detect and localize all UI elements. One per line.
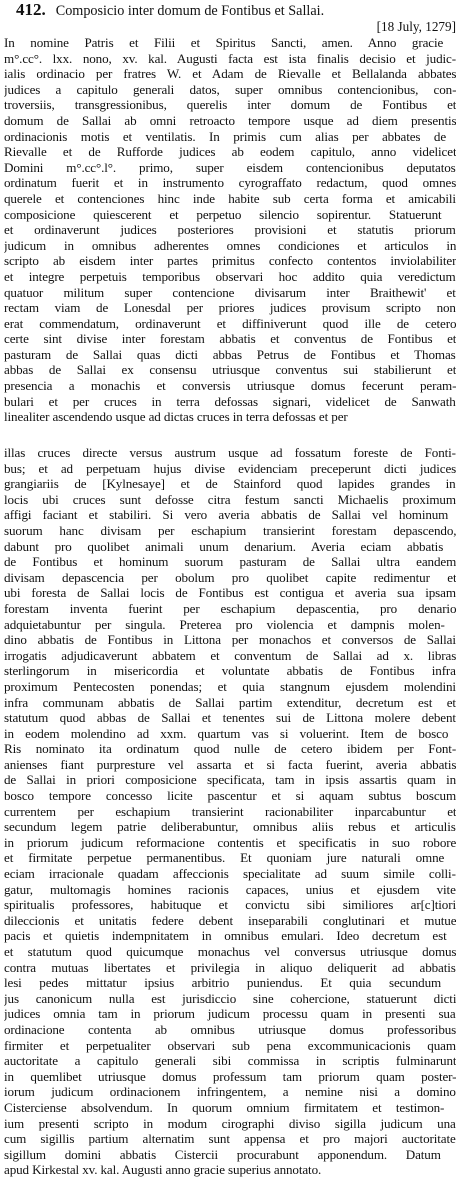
text-line: de Fontibus et hominum suorum pasturam de Sallai ultra eandem: [4, 554, 456, 570]
text-line: currentem per eschapium transierint racionabiliter inparcabuntur et: [4, 803, 456, 819]
text-line: sigillum domini abbatis Cistercii procurabunt apponendum. Datum: [4, 1146, 441, 1162]
text-line: abbas de Sallai ex consensu utriusque conventus sui stabilierunt et: [4, 362, 456, 378]
text-line: cum sigillis partium alternatim sunt appensa et pro majori auctoritate: [4, 1131, 456, 1147]
text-line: gatur, multomagis homines racionis capaces, unius et ejusdem vite: [4, 881, 456, 897]
text-line: ordinatum fuerit et in instrumento cyrograffato redactum, quod omnes: [4, 175, 456, 191]
text-line: certe sint divise inter forestam abbatis et conventus de Fontibus et: [4, 331, 456, 347]
text-line: dabunt pro quolibet animali unum denarium. Averia eciam abbatis: [4, 538, 444, 554]
text-line: firmiter et perpetualiter observari sub pena excommunicacionis quam: [4, 1037, 456, 1053]
text-line: et statutum quod quicumque monachus vel conversus utriusque domus: [4, 944, 456, 959]
text-line: troversiis, transgressionibus, querelis inter domum de Fontibus et: [4, 97, 456, 113]
text-line: infra communam abbatis de Sallai partim extenditur, decretum est et: [4, 694, 456, 710]
text-line: judicum in omnibus adherentes omnes condiciones et articulos in: [4, 237, 456, 253]
text-line: statutum quod abbas de Sallai et tenentes sui de Littona molere debent: [4, 710, 456, 726]
text-block-1: [4, 35, 456, 425]
text-line: dino abbatis de Fontibus in Littona per monachos et conversos de Sallai: [4, 632, 456, 648]
text-line: adquietabuntur per singula. Preterea pro violencia et dampnis molen-: [4, 616, 445, 632]
text-line: iorum judicum ordinacionem infringentem, a nemine nisi a domino: [4, 1084, 456, 1100]
text-line: pasturam de Sallai quas dicti abbas Petrus de Fontibus et Thomas: [4, 346, 456, 362]
text-line: Ris nominato ita ordinatum quod nulle de cetero ibidem per Font-: [4, 741, 456, 757]
text-line: ialis ordinacio per fratres W. et Adam de Rievalle et Bellalanda abbates: [4, 66, 456, 82]
text-line: secundum legem patrie deliberabuntur, omnibus aliis rebus et articulis: [4, 819, 456, 835]
text-line: irrogatis adjudicaverunt abbatem et conventum de Sallai ad x. libras: [4, 647, 456, 663]
text-line: bus; et ad perpetuam hujus divise evidenciam preceperunt dicti judices: [4, 460, 456, 476]
text-line: in priorum judicum reformacione contentis et specificatis in suo robore: [4, 834, 456, 850]
text-line: Domini m°.cc°.l°. primo, super eisdem contencionibus deputatos: [4, 159, 456, 175]
text-line: quatuor militum super contencione divisarum inter Braithewit' et: [4, 284, 456, 300]
text-line: querele et contenciones hinc inde habite sub certa forma et amicabili: [4, 190, 456, 206]
text-line: jus canonicum nulla est jurisdiccio sine cohercione, statuerunt dicti: [4, 990, 456, 1006]
text-line: scripto ab eisdem inter partes primitus confecto contentos inviolabiliter: [4, 253, 456, 269]
text-line: linealiter ascendendo usque ad dictas cruces in terra defossas et per: [4, 409, 348, 425]
text-line: proximum Pentecosten ponendas; et quia stangnum ejusdem molendini: [4, 678, 456, 694]
text-line: domum de Sallai ab omni retroacto tempore usque ad diem presentis: [4, 112, 456, 128]
text-line: in quemlibet utriusque domus professum tam priorum quam poster-: [4, 1068, 456, 1084]
text-line: apud Kirkestal xv. kal. Augusti anno gracie superius annotato.: [4, 1162, 322, 1178]
text-line: locis ubi cruces sunt defosse citra festum sancti Michaelis proximum: [4, 491, 456, 507]
text-line: suorum hanc divisam per eschapium transierint forestam depascendo,: [4, 522, 456, 538]
text-line: dileccionis et unitatis federe debent inseparabili conglutinari et mutue: [4, 912, 456, 928]
text-line: et ordinaverunt judices posteriores provisioni et statutis priorum: [4, 222, 456, 238]
text-line: auctoritate a capitulo generali sibi commissa in scriptis fulminarunt: [4, 1053, 456, 1069]
text-line: in eodem molendino ad xxm. quartum vas si voluerint. Item de bosco: [4, 725, 449, 741]
text-line: anienses fiant purpresture vel assarta et si facta fuerint, averia abbatis: [4, 756, 456, 772]
text-line: ium presenti scripto in modum cirographi diviso sigilla judicum una: [4, 1115, 456, 1131]
text-line: contra mutuas libertates et privilegia in aliquo deliquerit ad abbatis: [4, 959, 456, 975]
text-line: grangiariis de [Kylnesaye] et de Stainford quod lapides grandes in: [4, 476, 456, 492]
text-line: affigi faciant et stabiliri. Si vero averia abbatis de Sallai vel hominum: [4, 507, 449, 523]
text-line: ordinacione contenta ab omnibus utriusque domus professoribus: [4, 1021, 456, 1037]
text-line: judices omnia tam in priorum judicum processu quam in presenti sua: [4, 1006, 456, 1022]
text-line: et firmitate perpetue permanentibus. Et quoniam jure naturali omne: [4, 850, 445, 866]
text-line: forestam inventa fuerint per eschapium depascentia, pro denario: [4, 600, 456, 616]
document-number: 412.: [16, 0, 46, 19]
text-line: rectam viam de Lonesdal per priores judices provisum scripto non: [4, 300, 456, 316]
text-line: composicione quiescerent et perpetuo silencio sopirentur. Statuerunt: [4, 206, 442, 222]
text-block-2: [4, 445, 456, 1178]
text-line: de Sallai in priori composicione specificata, tam in ipsis assartis quam in: [4, 772, 456, 788]
text-line: bosco tempore concesso licite pascentur et si aquam subtus boscum: [4, 788, 456, 804]
text-line: m°.cc°. lxx. nono, xv. kal. Augusti facta est ista finalis decisio et judic-: [4, 50, 456, 66]
text-line: lesi pedes mittatur ipsius arbitrio puniendus. Et quia secundum: [4, 975, 442, 991]
text-line: Rievalle et de Rufforde judices ab eodem capitulo, anno videlicet: [4, 144, 456, 160]
text-line: bulari et per cruces in terra defossas signari, videlicet de Sanwath: [4, 393, 456, 409]
text-line: spiritualis professores, habituque et convictu sibi similiores ar[c]tiori: [4, 897, 456, 913]
document-date: [18 July, 1279]: [376, 19, 456, 34]
text-line: pacis et quietis indempnitatem in omnibus emulari. Ideo decretum est: [4, 928, 447, 944]
text-line: illas cruces directe versus austrum usque ad fossatum foreste de Fonti-: [4, 445, 456, 460]
text-line: divisam depascencia per obolum pro quolibet capite redimentur et: [4, 569, 456, 585]
text-line: In nomine Patris et Filii et Spiritus Sancti, amen. Anno gracie: [4, 35, 444, 50]
text-line: Cisterciense absolvendum. In quorum omnium firmitatem et testimon-: [4, 1099, 445, 1115]
text-line: et integre perpetuis temporibus observari hoc addito quia veredictum: [4, 268, 456, 284]
text-line: judices a capitulo generali datos, super omnibus contencionibus, con-: [4, 81, 456, 97]
text-line: erat commendatum, ordinaverunt et diffiniverunt quod ille de cetero: [4, 315, 456, 331]
text-line: eciam irracionale quadam affeccionis specialitate ad suum simile colli-: [4, 866, 456, 882]
text-line: ordinacionis motis et ventilatis. In primis cum alias per abbates de: [4, 128, 447, 144]
text-line: ubi foresta de Sallai locis de Fontibus est contigua et averia sua ipsam: [4, 585, 456, 601]
document-title: Composicio inter domum de Fontibus et Sallai.: [55, 3, 325, 19]
text-line: presencia a monachis et conversis utriusque domus fecerunt peram-: [4, 378, 456, 394]
document-heading: [16, 2, 456, 19]
text-line: sterlingorum in misericordia et voluntate abbatis de Fontibus infra: [4, 663, 456, 679]
